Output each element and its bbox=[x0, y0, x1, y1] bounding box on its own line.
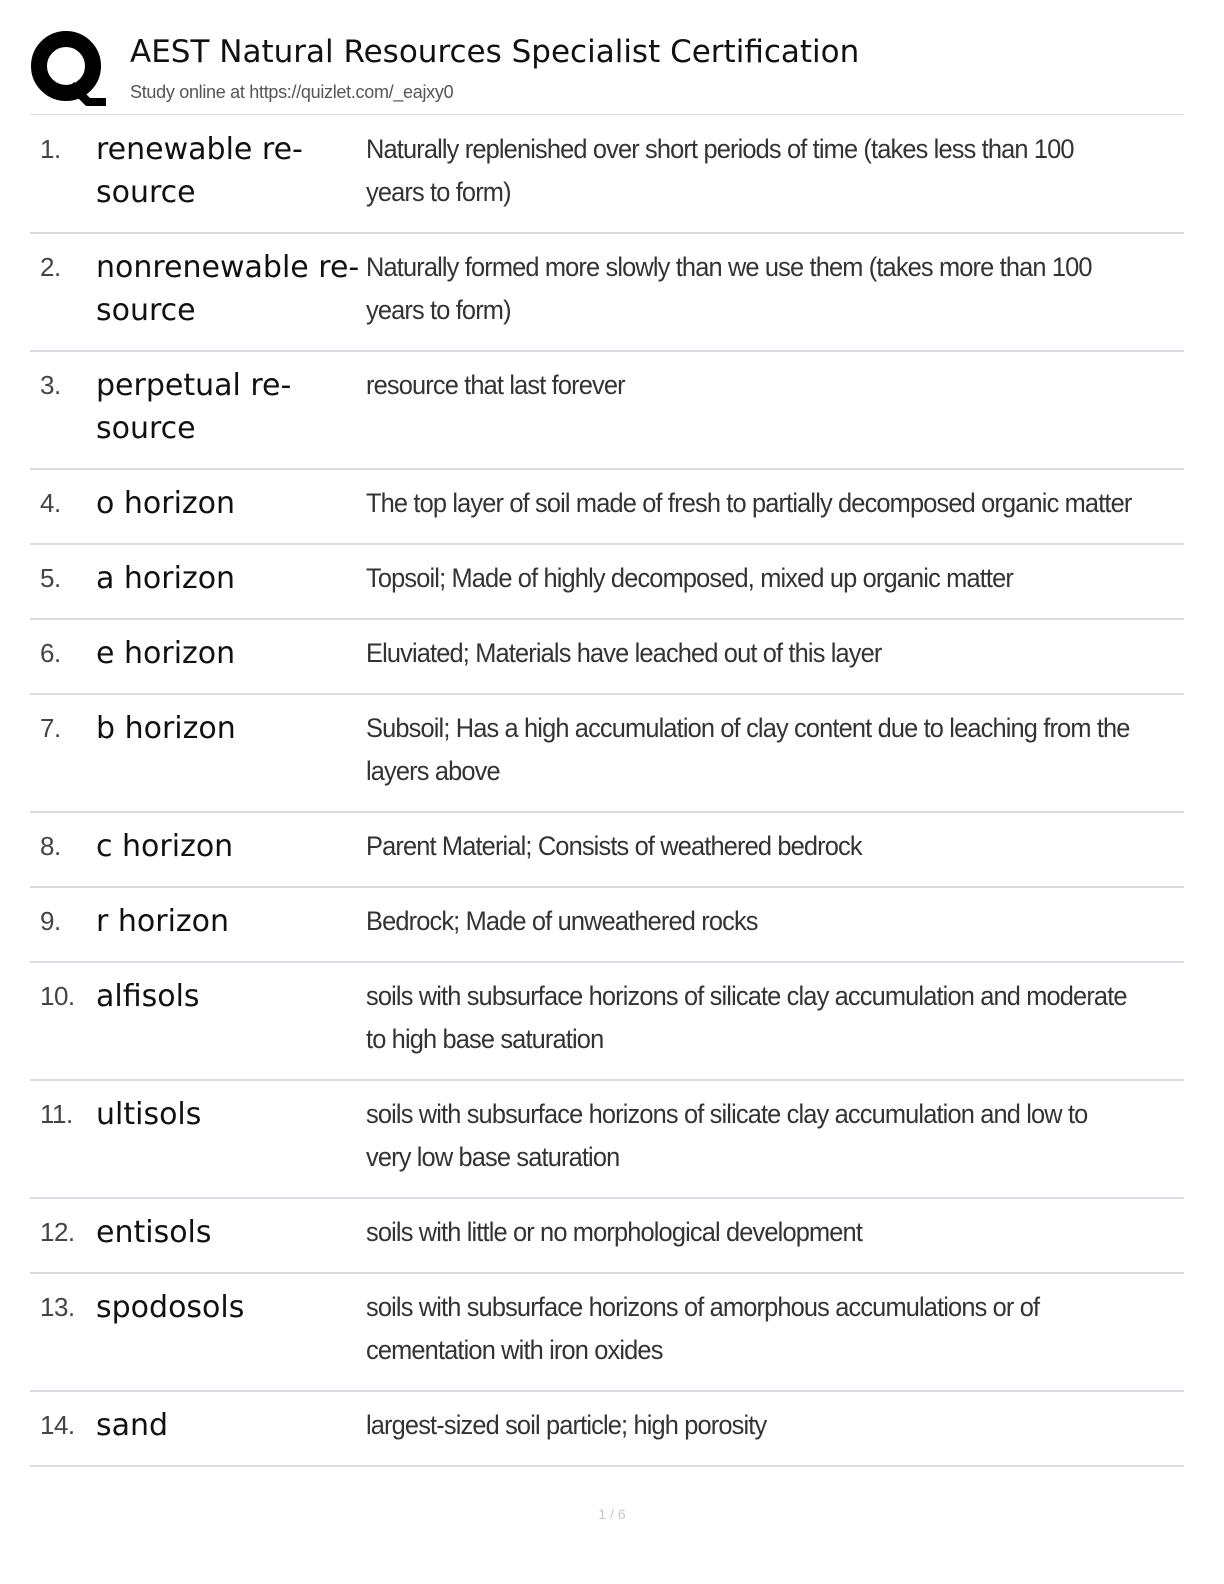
item-definition: Bedrock; Made of unweathered rocks bbox=[366, 906, 758, 936]
list-item bbox=[30, 352, 1184, 470]
item-number: 11. bbox=[40, 1099, 73, 1129]
page-title: AEST Natural Resources Specialist Certification bbox=[130, 34, 860, 70]
list-item bbox=[30, 1274, 1184, 1392]
item-number: 13. bbox=[40, 1292, 75, 1322]
item-number: 6. bbox=[40, 638, 61, 668]
list-item bbox=[30, 1199, 1184, 1274]
item-term: alfisols bbox=[96, 979, 200, 1014]
list-item bbox=[30, 620, 1184, 695]
item-term: e horizon bbox=[96, 636, 236, 671]
item-number: 7. bbox=[40, 713, 61, 743]
list-item bbox=[30, 116, 1184, 234]
item-definition: Topsoil; Made of highly decomposed, mixed up organic matter bbox=[366, 563, 1013, 593]
item-definition: soils with subsurface horizons of amorphous accumulations or of cementation with iron oxides bbox=[366, 1292, 1040, 1365]
item-definition: soils with subsurface horizons of silicate clay accumulation and moderate to high base saturation bbox=[366, 981, 1127, 1054]
item-term: renewable re- source bbox=[96, 132, 303, 210]
document-header bbox=[30, 30, 1184, 115]
list-item bbox=[30, 1392, 1184, 1467]
list-item bbox=[30, 695, 1184, 813]
item-number: 9. bbox=[40, 906, 61, 936]
item-number: 2. bbox=[40, 252, 61, 282]
item-term: entisols bbox=[96, 1215, 212, 1250]
item-term: spodosols bbox=[96, 1290, 245, 1325]
page-number: 1 / 6 bbox=[598, 1506, 626, 1522]
item-definition: Naturally replenished over short periods of time (takes less than 100 years to form) bbox=[366, 134, 1074, 207]
list-item bbox=[30, 888, 1184, 963]
item-definition: Naturally formed more slowly than we use them (takes more than 100 years to form) bbox=[366, 252, 1092, 325]
list-item bbox=[30, 813, 1184, 888]
list-item bbox=[30, 1081, 1184, 1199]
list-item bbox=[30, 234, 1184, 352]
item-definition: soils with little or no morphological development bbox=[366, 1217, 863, 1247]
item-definition: The top layer of soil made of fresh to partially decomposed organic matter bbox=[366, 488, 1132, 518]
item-term: b horizon bbox=[96, 711, 236, 746]
item-number: 10. bbox=[40, 981, 75, 1011]
item-definition: Eluviated; Materials have leached out of this layer bbox=[366, 638, 882, 668]
list-item bbox=[30, 470, 1184, 545]
item-term: a horizon bbox=[96, 561, 236, 596]
study-online-link[interactable]: Study online at https://quizlet.com/_eajxy0 bbox=[130, 82, 454, 102]
item-term: sand bbox=[96, 1408, 169, 1443]
item-number: 3. bbox=[40, 370, 61, 400]
item-number: 14. bbox=[40, 1410, 75, 1440]
item-definition: Parent Material; Consists of weathered bedrock bbox=[366, 831, 862, 861]
item-number: 12. bbox=[40, 1217, 75, 1247]
item-definition: largest-sized soil particle; high porosity bbox=[366, 1410, 767, 1440]
item-definition: resource that last forever bbox=[366, 370, 625, 400]
flashcard-list bbox=[30, 116, 1184, 1467]
list-item bbox=[30, 545, 1184, 620]
item-term: o horizon bbox=[96, 486, 236, 521]
item-term: nonrenewable re- source bbox=[96, 250, 360, 328]
quizlet-logo-icon bbox=[30, 30, 106, 106]
item-number: 5. bbox=[40, 563, 61, 593]
list-item bbox=[30, 963, 1184, 1081]
item-term: c horizon bbox=[96, 829, 234, 864]
item-definition: soils with subsurface horizons of silicate clay accumulation and low to very low base saturation bbox=[366, 1099, 1088, 1172]
item-number: 1. bbox=[40, 134, 61, 164]
item-term: perpetual re- source bbox=[96, 368, 292, 446]
item-term: ultisols bbox=[96, 1097, 202, 1132]
item-number: 8. bbox=[40, 831, 61, 861]
item-number: 4. bbox=[40, 488, 61, 518]
item-definition: Subsoil; Has a high accumulation of clay content due to leaching from the layers above bbox=[366, 713, 1130, 786]
item-term: r horizon bbox=[96, 904, 230, 939]
